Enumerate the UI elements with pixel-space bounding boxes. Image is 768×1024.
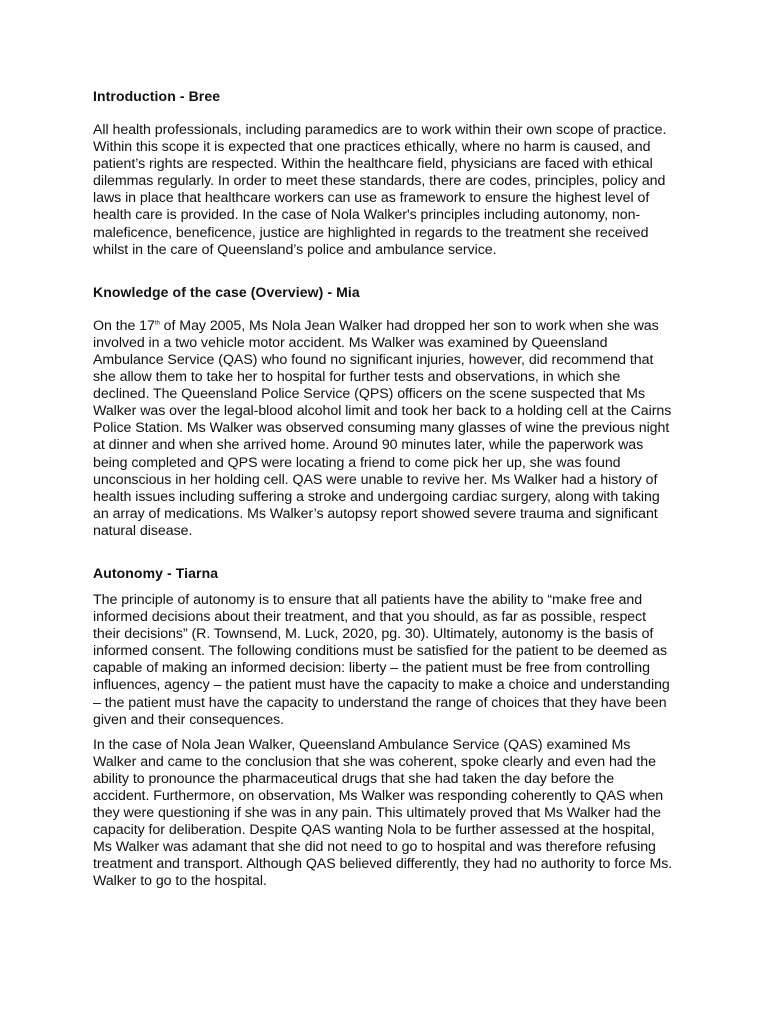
autonomy-heading: Autonomy - Tiarna — [93, 564, 219, 581]
ordinal-superscript: th — [154, 320, 160, 327]
autonomy-paragraph-2: In the case of Nola Jean Walker, Queensland Ambulance Service (QAS) examined Ms Walker and came to the conclusion that she was coherent, spoke clearly and even had the ability to pronounce the pharmaceutical drugs that she had taken the day before the accident. Furthermore, on observation, Ms Walker was responding coherently to QAS when they were questioning if she was in any pain. This ultimately proved that Ms Walker had the capacity for deliberation. Despite QAS wanting Nola to be further assessed at the hospital, Ms Walker was adamant that she did not need to go to hospital and was therefore refusing treatment and transport. Although QAS believed differently, they had no authority to force Ms. Walker to go to the hospital. — [93, 736, 673, 890]
knowledge-paragraph-prefix: On the 17 — [93, 317, 155, 334]
introduction-paragraph: All health professionals, including paramedics are to work within their own scope of practice. Within this scope it is expected that one practices ethically, where no harm is caused, and patient’s rights are respected. Within the healthcare field, physicians are faced with ethical dilemmas regularly. In order to meet these standards, there are codes, principles, policy and laws in place that healthcare workers can use as framework to ensure the highest level of health care is provided. In the case of Nola Walker's principles including autonomy, non-maleficence, beneficence, justice are highlighted in regards to the treatment she received whilst in the care of Queensland’s police and ambulance service. — [93, 122, 667, 258]
knowledge-paragraph — [93, 318, 673, 540]
document-page — [93, 88, 673, 891]
introduction-heading: Introduction - Bree — [93, 88, 221, 104]
knowledge-heading: Knowledge of the case (Overview) - Mia — [93, 283, 360, 300]
knowledge-section — [93, 284, 673, 540]
autonomy-paragraph-1: The principle of autonomy is to ensure that all patients have the ability to “make free and informed decisions about their treatment, and that you should, as far as possible, respect their decisions” (R. Townsend, M. Luck, 2020, pg. 30). Ultimately, autonomy is the basis of informed consent. The following conditions must be satisfied for the patient to be deemed as capable of making an informed decision: liberty – the patient must be free from controlling influences, agency – the patient must have the capacity to make a choice and understanding – the patient must have the capacity to understand the range of choices that they have been given and their consequences. — [93, 591, 670, 728]
introduction-section — [93, 88, 673, 259]
knowledge-paragraph-rest: of May 2005, Ms Nola Jean Walker had dropped her son to work when she was involved in a two vehicle motor accident. Ms Walker was examined by Queensland Ambulance Service (QAS) who found no significant injuries, however, did recommend that she allow them to take her to hospital for further tests and observations, in which she declined. The Queensland Police Service (QPS) officers on the scene suspected that Ms Walker was over the legal-blood alcohol limit and took her back to a holding cell at the Cairns Police Station. Ms Walker was observed consuming many glasses of wine the previous night at dinner and when she arrived home. Around 90 minutes later, while the paperwork was being completed and QPS were locating a friend to come pick her up, she was found unconscious in her holding cell. QAS were unable to revive her. Ms Walker had a history of health issues including suffering a stroke and undergoing cardiac surgery, along with taking an array of medications. Ms Walker’s autopsy report showed severe trauma and significant natural disease. — [93, 317, 672, 539]
autonomy-section — [93, 565, 673, 891]
